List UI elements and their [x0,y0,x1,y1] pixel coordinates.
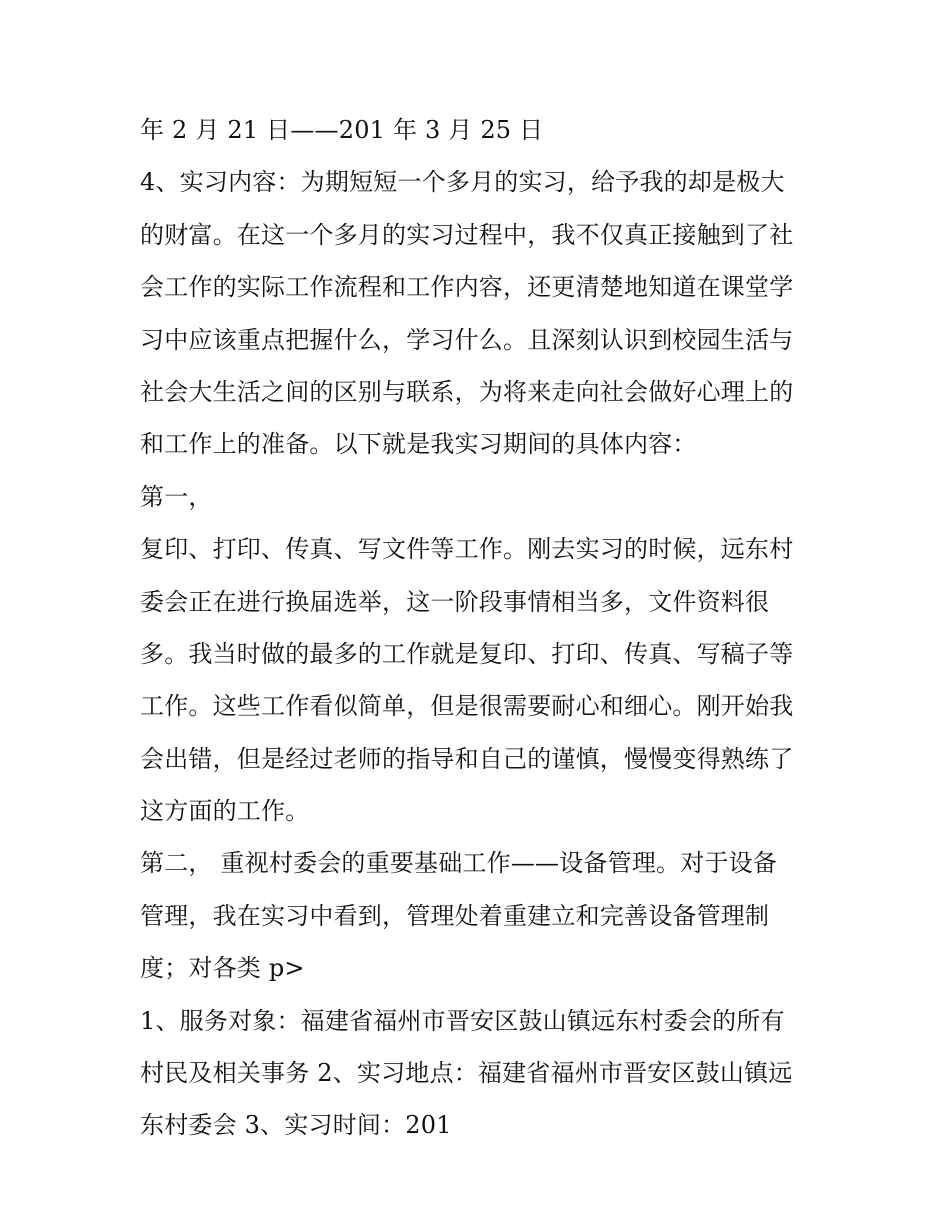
text-line: 和工作上的准备。以下就是我实习期间的具体内容： [140,430,697,459]
text-line: 社会大生活之间的区别与联系，为将来走向社会做好心理上的 [140,377,794,406]
text-line: 委会正在进行换届选举，这一阶段事情相当多，文件资料很 [140,587,770,616]
text-line: 这方面的工作。 [140,797,310,826]
text-line: 度；对各类 p> [140,954,305,983]
text-line: 的财富。在这一个多月的实习过程中，我不仅真正接触到了社 [140,220,794,249]
text-line: 村民及相关事务 2、实习地点：福建省福州市晋安区鼓山镇远 [140,1059,793,1088]
text-line: 第二， 重视村委会的重要基础工作——设备管理。对于设备 [140,849,778,878]
text-line: 会出错，但是经过老师的指导和自己的谨慎，慢慢变得熟练了 [140,744,794,773]
text-line: 第一， [140,482,213,511]
text-line: 东村委会 3、实习时间：201 [140,1111,452,1140]
text-line: 年 2 月 21 日——201 年 3 月 25 日 [140,116,544,144]
text-line: 工作。这些工作看似简单，但是很需要耐心和细心。刚开始我 [140,692,794,721]
text-line: 管理，我在实习中看到，管理处着重建立和完善设备管理制 [140,901,770,930]
text-line: 4、实习内容：为期短短一个多月的实习，给予我的却是极大 [140,168,785,197]
text-line: 习中应该重点把握什么，学习什么。且深刻认识到校园生活与 [140,325,794,354]
text-line: 会工作的实际工作流程和工作内容，还更清楚地知道在课堂学 [140,273,794,302]
text-line: 多。我当时做的最多的工作就是复印、打印、传真、写稿子等 [140,639,794,668]
text-line: 复印、打印、传真、写文件等工作。刚去实习的时候，远东村 [140,535,794,564]
text-line: 1、服务对象：福建省福州市晋安区鼓山镇远东村委会的所有 [140,1006,785,1035]
document-body [140,104,820,1152]
